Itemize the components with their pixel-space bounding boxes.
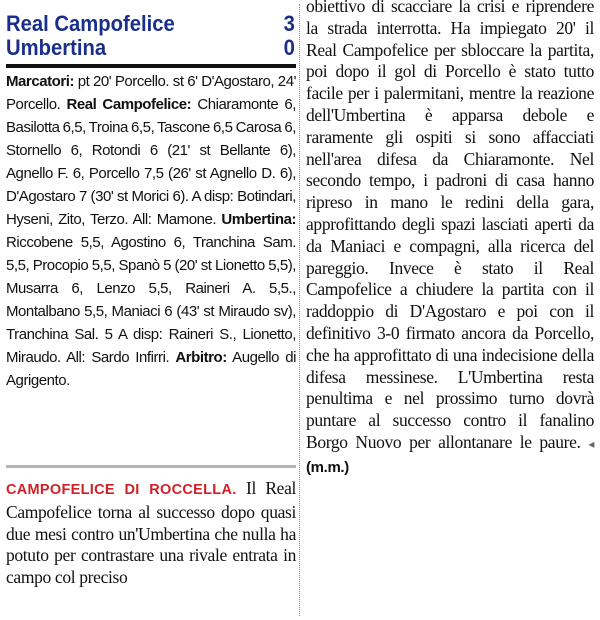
right-column <box>306 0 594 620</box>
away-team-name: Umbertina <box>6 35 107 60</box>
referee-text: Augello di Agrigento. <box>6 349 296 389</box>
scorers-label: Marcatori: <box>6 73 75 90</box>
home-team-score: 3 <box>283 11 295 36</box>
home-lineup-label: Real Campofelice: <box>66 96 192 113</box>
away-team-row <box>6 36 295 60</box>
match-report-box <box>6 70 296 392</box>
author-signature: (m.m.) <box>306 458 349 476</box>
home-team-name: Real Campofelice <box>6 11 175 36</box>
home-team-row <box>6 12 295 36</box>
away-lineup-label: Umbertina: <box>221 211 297 228</box>
column-separator <box>299 4 300 616</box>
article-text-right: obiettivo di scacciare la crisi e riprendere la strada interrotta. Ha impiegato 20' il Real Campofelice per sbloccare la partita, poi dopo il gol di Porcello è stato tutto facile per i palermitani, mentre la reazione dell'Umbertina è apparsa debole e raramente gli ospiti si sono affacciati nell'area difesa da Chiaramonte. Nel secondo tempo, i padroni di casa hanno ripreso in mano le redini della gara, approfittando degli spazi lasciati aperti da da Maniaci e compagni, alla ricerca del pareggio. Invece è stato il Real Campofelice a chiudere la partita con il raddoppio di D'Agostaro e poi con il definitivo 3-0 firmato ancora da Porcello, che ha approfittato di una indecisione della difesa messinese. L'Umbertina resta penultima e nel prossimo turno dovrà puntare al successo contro il fanalino Borgo Nuovo per allontanare le paure. <box>306 0 594 452</box>
end-arrow-icon: ◂ <box>588 436 594 451</box>
scorers-text: pt 20' Porcello. st 6' D'Agostaro, 24' Porcello. <box>6 73 296 113</box>
scoreboard <box>6 12 296 60</box>
article-body-right <box>306 0 594 479</box>
article-text-left: Il Real Campofelice torna al successo dopo quasi due mesi contro un'Umbertina che nulla ha potuto per contrastare una rivale entrata in campo col preciso <box>6 478 297 588</box>
away-lineup-text: Riccobene 5,5, Agostino 6, Tranchina Sam. 5,5, Procopio 5,5, Spanò 5 (20' st Lionetto 5,5), Musarra 6, Lenzo 5,5, Raineri A. 5,5., Montalbano 5,5, Maniaci 6 (43' st Miraudo sv), Tranchina Sal. 5 A disp: Raineri S., Lionetto, Miraudo. All: Sardo Infirri. <box>6 234 296 366</box>
away-team-score: 0 <box>283 35 295 60</box>
dateline: CAMPOFELICE DI ROCCELLA. <box>6 482 237 498</box>
left-column <box>6 0 296 620</box>
home-lineup-text: Chiaramonte 6, Basilotta 6,5, Troina 6,5, Tascone 6,5 Carosa 6, Stornello 6, Rotondi 6 (21' st Bellante 6), Agnello F. 6, Porcello 7,5 (26' st Agnello D. 6), D'Agostaro 7 (30' st Morici 6). A disp: Botindari, Hyseni, Zito, Terzo. All: Mamone. <box>6 96 297 228</box>
referee-label: Arbitro: <box>175 349 227 366</box>
scoreboard-divider <box>6 64 296 68</box>
article-body-left <box>6 478 296 589</box>
section-divider <box>6 465 296 468</box>
